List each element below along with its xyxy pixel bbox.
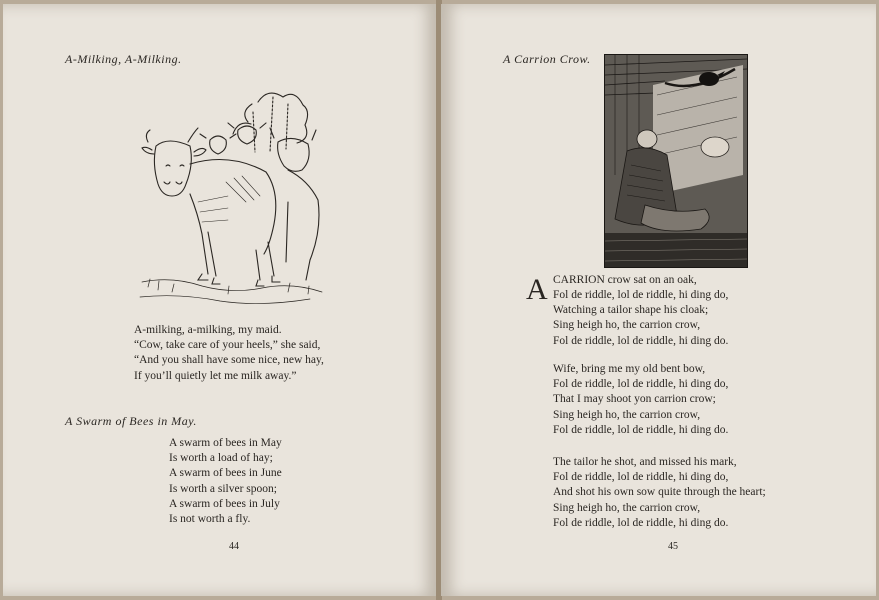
first-line: CARRION crow sat on an oak,	[553, 274, 697, 286]
tailor-crow-engraving	[604, 54, 748, 268]
verse-line: Is worth a silver spoon;	[169, 482, 277, 495]
drop-cap: A	[526, 273, 548, 306]
verse-line: Sing heigh ho, the carrion crow,	[553, 319, 701, 332]
verse-line: Wife, bring me my old bent bow,	[553, 363, 706, 375]
poem-milking	[134, 323, 324, 384]
page-title-crow: A Carrion Crow.	[503, 52, 591, 66]
verse-line: That I may shoot yon carrion crow;	[553, 393, 716, 406]
cows-illustration	[138, 82, 323, 314]
page-title-milking: A-Milking, A-Milking.	[65, 52, 182, 66]
verse-line: Is not worth a fly.	[169, 513, 251, 526]
verse-line: Fol de riddle, lol de riddle, hi ding do,	[553, 471, 729, 484]
poem-bees	[169, 436, 282, 527]
verse-line: Sing heigh ho, the carrion crow,	[553, 408, 701, 421]
stanza-2	[553, 362, 728, 438]
verse-line: Fol de riddle, lol de riddle, hi ding do.	[553, 334, 729, 347]
verse-line: If you’ll quietly let me milk away.”	[134, 369, 297, 382]
page-title-bees: A Swarm of Bees in May.	[65, 414, 197, 428]
left-page	[3, 4, 437, 596]
verse-line: A swarm of bees in June	[169, 467, 282, 480]
verse-line: “Cow, take care of your heels,” she said,	[134, 339, 321, 352]
verse-line: Fol de riddle, lol de riddle, hi ding do,	[553, 378, 729, 391]
page-number-right: 45	[668, 541, 678, 552]
verse-line: A swarm of bees in July	[169, 497, 280, 510]
verse-line: “And you shall have some nice, new hay,	[134, 354, 324, 367]
verse-line: Watching a tailor shape his cloak;	[553, 304, 709, 317]
verse-line: The tailor he shot, and missed his mark,	[553, 456, 737, 468]
page-number-left: 44	[229, 541, 239, 552]
verse-line: And shot his own sow quite through the heart;	[553, 486, 766, 499]
verse-line: Fol de riddle, lol de riddle, hi ding do.	[553, 516, 729, 529]
stanza-1	[553, 288, 728, 349]
verse-line: Fol de riddle, lol de riddle, hi ding do,	[553, 289, 729, 301]
verse-line: Sing heigh ho, the carrion crow,	[553, 501, 701, 514]
verse-line: A swarm of bees in May	[169, 437, 282, 449]
verse-line: A-milking, a-milking, my maid.	[134, 324, 282, 336]
right-page	[441, 4, 876, 596]
verse-line: Fol de riddle, lol de riddle, hi ding do.	[553, 423, 729, 436]
verse-line: Is worth a load of hay;	[169, 452, 273, 465]
stanza-3	[553, 455, 766, 531]
